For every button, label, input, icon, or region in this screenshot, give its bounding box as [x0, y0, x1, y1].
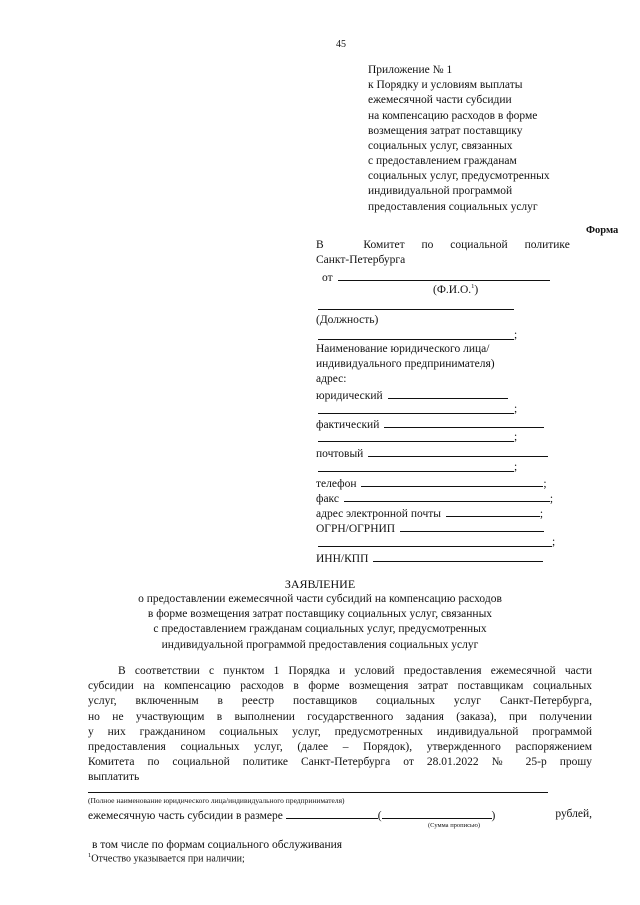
appendix-line: возмещения затрат поставщику: [368, 124, 523, 137]
org-name-field[interactable]: [318, 339, 514, 340]
email-semicolon: ;: [539, 508, 544, 520]
appendix-line: индивидуальной программой: [368, 185, 513, 198]
fio-text: (Ф.И.О.: [433, 284, 472, 296]
word-v: В: [316, 239, 324, 251]
appendix-line: ежемесячной части субсидии: [368, 94, 512, 107]
postal-address-field[interactable]: [368, 445, 548, 457]
from-label: от: [322, 272, 333, 284]
footnote-mark: 1: [88, 852, 92, 859]
body-line: В соответствии с пунктом 1 Порядка и условий предоставления ежемесячной части: [118, 665, 592, 677]
inn-row: [316, 550, 556, 567]
body-line: услуг, включенным в реестр поставщиков социальных услуг Санкт-Петербурга,: [88, 695, 592, 708]
body-last-line: выплатить: [88, 771, 140, 784]
actual-address-field-2[interactable]: [318, 441, 514, 442]
subtitle-line: индивидуальной программой предоставления социальных услуг: [161, 638, 479, 651]
address-label: адрес:: [316, 373, 347, 385]
position-hint: (Должность): [316, 314, 379, 326]
fax-label: факс: [316, 493, 339, 505]
subtitle-line: в форме возмещения затрат поставщику социальных услуг, связанных: [147, 608, 493, 621]
appendix-line: Приложение № 1: [368, 64, 453, 76]
position-field[interactable]: [318, 309, 514, 310]
legal-address-field[interactable]: [388, 387, 508, 399]
phone-semicolon: ;: [543, 478, 547, 490]
monthly-label: ежемесячную часть субсидии в размере: [88, 810, 283, 822]
fio-hint: [433, 283, 478, 298]
body-line: субсидии на компенсацию расходов в форме возмещения затрат поставщикам социальных: [88, 680, 592, 693]
statement-title: ЗАЯВЛЕНИЕ: [284, 577, 356, 591]
legal-address-label: юридический: [316, 390, 383, 402]
legal-address-field-2[interactable]: [318, 413, 514, 414]
addressee-line-committee: [316, 238, 586, 253]
fio-close: ): [474, 284, 479, 296]
page-number: 45: [336, 39, 346, 50]
email-label: адрес электронной почты: [316, 508, 441, 520]
from-field[interactable]: [338, 269, 550, 281]
legal-semicolon: ;: [514, 403, 518, 415]
body-line: но не участвующим в выполнении государственного задания (заказа), при получении: [88, 710, 592, 723]
fax-semicolon: ;: [549, 493, 554, 505]
inn-field[interactable]: [373, 550, 543, 562]
body-paragraph: [88, 664, 592, 785]
amount-words-hint: (Сумма прописью): [428, 822, 480, 829]
body-line: Комитета по социальной политике Санкт-Петербурга от 28.01.2022 № 25-р прошу: [88, 756, 592, 769]
appendix-line: социальных услуг, предусмотренных: [368, 170, 550, 183]
statement-subtitle: [60, 592, 580, 653]
postal-address-label: почтовый: [316, 448, 364, 460]
ogrn-field[interactable]: [400, 520, 544, 532]
including-text: в том числе по формам социального обслуживания: [92, 839, 343, 851]
actual-address-label: фактический: [316, 419, 380, 431]
committee-name: Комитет по социальной политике: [363, 239, 570, 251]
legal-address-row: [316, 387, 556, 404]
ogrn-label: ОГРН/ОГРНИП: [316, 523, 396, 535]
actual-semicolon: ;: [514, 431, 518, 443]
postal-address-row: [316, 445, 556, 462]
appendix-line: на компенсацию расходов в форме: [368, 109, 538, 122]
appendix-line: к Порядку и условиям выплаты: [368, 79, 523, 92]
org-full-name-hint: (Полное наименование юридического лица/индивидуального предпринимателя): [88, 796, 345, 805]
appendix-line: социальных услуг, связанных: [368, 139, 513, 152]
phone-field[interactable]: [361, 475, 543, 487]
amount-words-field[interactable]: [382, 807, 492, 819]
ogrn-semicolon: ;: [552, 536, 556, 548]
ogrn-field-2[interactable]: [318, 546, 552, 547]
body-line: у них гражданином социальных услуг, предусмотренных индивидуальной программой: [88, 725, 592, 738]
org-full-name-field[interactable]: [88, 792, 548, 793]
footnote-text: Отчество указывается при наличии;: [91, 853, 245, 865]
footnote: [88, 852, 245, 866]
body-line: предоставления социальных услуг, (далее – Порядок), утвержденного распоряжением: [88, 740, 592, 753]
org-hint-line1: Наименование юридического лица/: [316, 343, 490, 355]
inn-label: ИНН/КПП: [316, 553, 369, 565]
appendix-line: с предоставлением гражданам: [368, 155, 517, 168]
org-semicolon: ;: [514, 329, 518, 341]
form-label: Форма: [586, 225, 619, 236]
ogrn-row: [316, 520, 556, 537]
rubles-label: рублей,: [555, 808, 592, 820]
fax-field[interactable]: [344, 490, 550, 502]
close-paren: ): [491, 810, 496, 822]
open-paren: (: [377, 810, 382, 822]
postal-semicolon: ;: [514, 461, 518, 473]
email-field[interactable]: [446, 505, 540, 517]
appendix-line: предоставления социальных услуг: [368, 200, 538, 213]
appendix-block: [368, 63, 588, 215]
subtitle-line: о предоставлении ежемесячной части субсидий на компенсацию расходов: [138, 593, 502, 605]
postal-address-field-2[interactable]: [318, 471, 514, 472]
subtitle-line: с предоставлением гражданам социальных услуг, предусмотренных: [153, 623, 487, 636]
amount-digits-field[interactable]: [286, 807, 378, 819]
org-hint-line2: индивидуального предпринимателя): [316, 358, 495, 370]
actual-address-row: [316, 416, 556, 433]
phone-label: телефон: [316, 478, 357, 490]
monthly-row: [88, 807, 592, 824]
fio-footnote-mark: 1: [471, 283, 475, 291]
actual-address-field[interactable]: [384, 416, 544, 428]
addressee-city: Санкт-Петербурга: [316, 254, 406, 266]
